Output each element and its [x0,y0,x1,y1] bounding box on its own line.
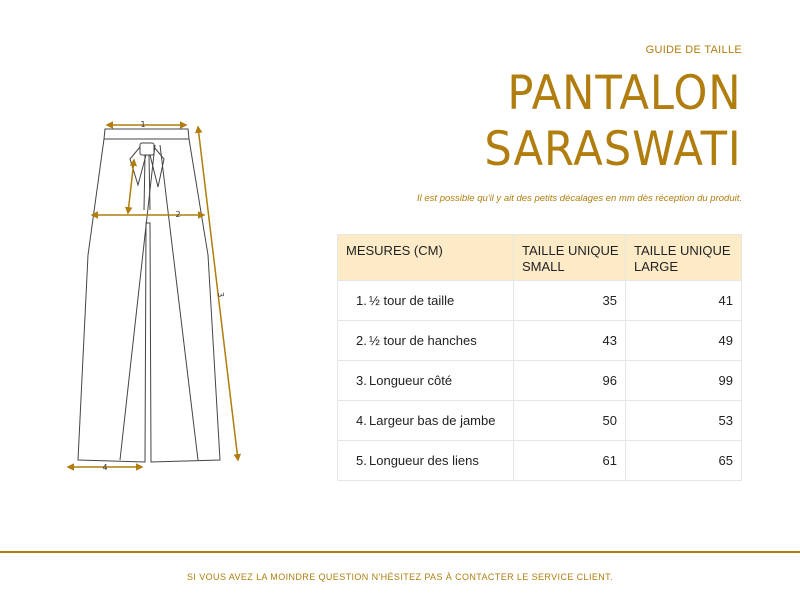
footer-divider [0,551,800,553]
row-number: 2. [356,333,367,348]
row-number: 1. [356,293,367,308]
dim-label-3: 3 [215,291,226,298]
value-large: 49 [626,321,742,361]
value-small: 35 [514,281,626,321]
col-header-measure: MESURES (CM) [338,235,514,281]
tolerance-note: Il est possible qu'il y ait des petits décalages en mm dès réception du produit. [417,193,742,204]
size-guide-kicker: GUIDE DE TAILLE [645,44,742,56]
value-large: 53 [626,401,742,441]
dim-label-2: 2 [175,210,181,219]
pants-diagram [60,115,250,475]
row-label-text: Longueur côté [369,373,453,388]
value-small: 96 [514,361,626,401]
value-large: 99 [626,361,742,401]
title-line-1: PANTALON [507,66,742,121]
table-row [338,281,742,321]
table-header-row [338,235,742,281]
row-number: 5. [356,453,367,468]
col-header-large: TAILLE UNIQUE LARGE [626,235,742,281]
row-label-text: Largeur bas de jambe [369,413,496,428]
title-line-2: SARASWATI [484,122,742,177]
product-title [485,66,742,178]
size-table [337,234,742,481]
pants-outline [78,129,220,462]
value-large: 65 [626,441,742,481]
table-row [338,361,742,401]
row-label-text: ½ tour de hanches [369,333,477,348]
value-small: 61 [514,441,626,481]
dim-label-4: 4 [102,463,108,472]
table-row [338,401,742,441]
row-label [338,281,514,321]
row-number: 4. [356,413,367,428]
footer-contact-text: SI VOUS AVEZ LA MOINDRE QUESTION N'HÉSITEZ PAS À CONTACTER LE SERVICE CLIENT. [187,572,613,582]
row-number: 3. [356,373,367,388]
row-label-text: ½ tour de taille [369,293,455,308]
row-label [338,361,514,401]
col-header-small: TAILLE UNIQUE SMALL [514,235,626,281]
table-row [338,321,742,361]
row-label [338,441,514,481]
row-label [338,321,514,361]
table-row [338,441,742,481]
value-small: 43 [514,321,626,361]
row-label [338,401,514,441]
dim-label-1: 1 [140,120,146,129]
value-large: 41 [626,281,742,321]
dimension-lines [68,125,238,467]
value-small: 50 [514,401,626,441]
row-label-text: Longueur des liens [369,453,479,468]
